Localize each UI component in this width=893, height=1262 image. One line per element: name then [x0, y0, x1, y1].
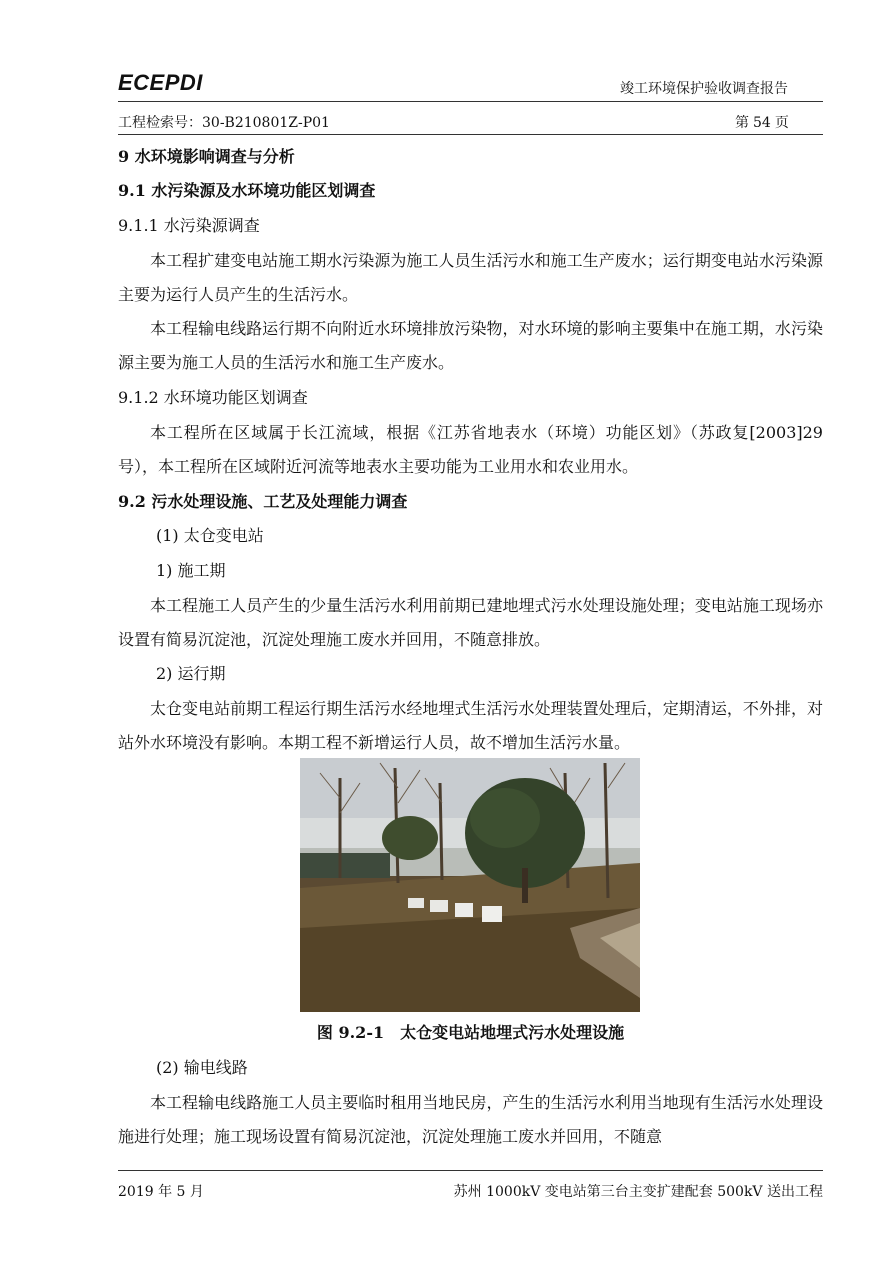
heading-9-2: 9.2 污水处理设施、工艺及处理能力调查 — [118, 492, 408, 511]
footer-date: 2019 年 5 月 — [118, 1184, 204, 1200]
heading-9: 9 水环境影响调查与分析 — [118, 147, 295, 166]
item-taicang-substation: (1) 太仓变电站 — [156, 526, 264, 545]
item-transmission-line: (2) 输电线路 — [156, 1058, 248, 1077]
report-type: 竣工环境保护验收调查报告 — [620, 81, 788, 97]
paragraph-4: 本工程施工人员产生的少量生活污水利用前期已建地埋式污水处理设施处理；变电站施工现场亦设置有简易沉淀池，沉淀处理施工废水并回用，不随意排放。 — [118, 596, 823, 649]
project-id: 工程检索号：30-B210801Z-P01 — [118, 115, 330, 131]
footer-rule — [118, 1170, 823, 1171]
header-rule-top — [118, 101, 823, 102]
heading-9-1: 9.1 水污染源及水环境功能区划调查 — [118, 181, 376, 200]
company-logo: ECEPDI — [118, 70, 203, 95]
paragraph-3: 本工程所在区域属于长江流域，根据《江苏省地表水（环境）功能区划》（苏政复[2003]29号），本工程所在区域附近河流等地表水主要功能为工业用水和农业用水。 — [118, 423, 823, 476]
sewage-facility-photo — [300, 758, 640, 1012]
page-suffix: 页 — [774, 115, 789, 131]
paragraph-6: 本工程输电线路施工人员主要临时租用当地民房，产生的生活污水利用当地现有生活污水处理设施进行处理；施工现场设置有简易沉淀池，沉淀处理施工废水并回用，不随意 — [118, 1093, 823, 1146]
page-number — [733, 112, 791, 132]
item-construction-period: 1) 施工期 — [156, 561, 226, 580]
paragraph-1: 本工程扩建变电站施工期水污染源为施工人员生活污水和施工生产废水；运行期变电站水污染源主要为运行人员产生的生活污水。 — [118, 251, 823, 304]
header-rule-bottom — [118, 134, 823, 135]
heading-9-1-1: 9.1.1 水污染源调查 — [118, 216, 260, 235]
page-prefix: 第 — [735, 115, 749, 131]
page-number-value: 54 — [753, 115, 771, 131]
photo-illustration — [300, 758, 640, 1012]
paragraph-5: 太仓变电站前期工程运行期生活污水经地埋式生活污水处理装置处理后，定期清运，不外排，对站外水环境没有影响。本期工程不新增运行人员，故不增加生活污水量。 — [118, 699, 823, 752]
figure-caption: 图 9.2-1 太仓变电站地埋式污水处理设施 — [316, 1023, 625, 1042]
item-operation-period: 2) 运行期 — [156, 664, 226, 683]
paragraph-2: 本工程输电线路运行期不向附近水环境排放污染物，对水环境的影响主要集中在施工期，水污染源主要为施工人员的生活污水和施工生产废水。 — [118, 319, 823, 372]
heading-9-1-2: 9.1.2 水环境功能区划调查 — [118, 388, 308, 407]
footer-project-name: 苏州 1000kV 变电站第三台主变扩建配套 500kV 送出工程 — [453, 1184, 823, 1200]
